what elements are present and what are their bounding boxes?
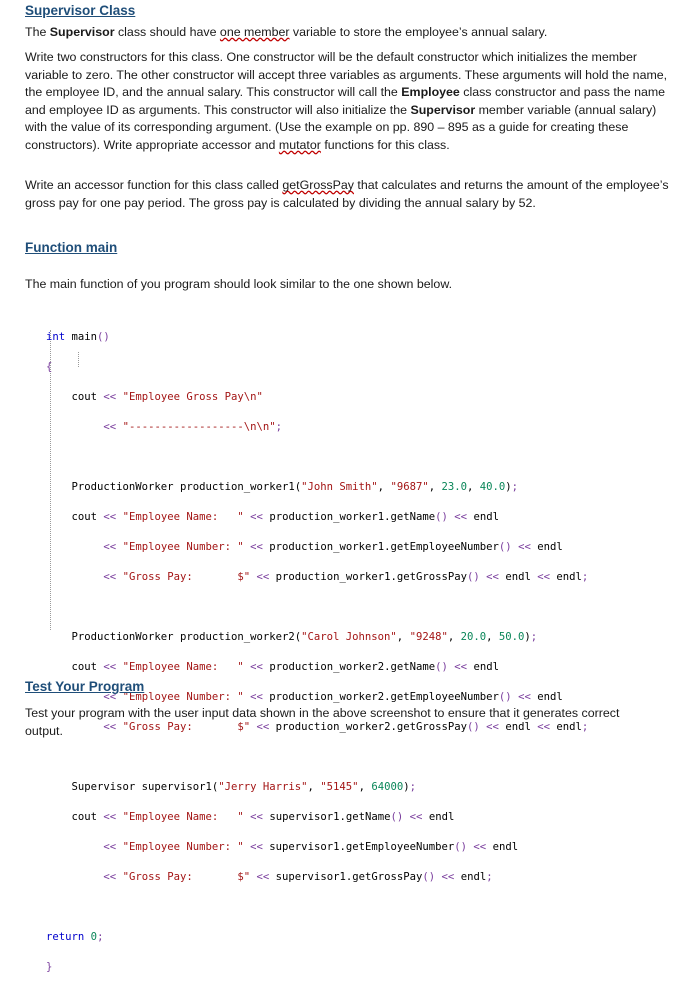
code-token: endl: [473, 661, 499, 673]
code-token: <<: [537, 721, 550, 733]
code-token: production_worker2.getEmployeeNumber: [269, 691, 499, 703]
code-token: <<: [103, 511, 117, 523]
code-token: endl: [492, 841, 519, 853]
code-token: endl: [556, 721, 582, 733]
code-token: <<: [256, 721, 270, 733]
code-token: production_worker2.getGrossPay: [275, 721, 468, 733]
code-token: ;: [530, 631, 538, 643]
code-token: endl: [428, 811, 455, 823]
code-token: <<: [103, 811, 117, 823]
code-token: endl: [505, 571, 531, 583]
code-token: cout: [71, 511, 98, 523]
code-token: 0: [90, 931, 98, 943]
code-token: "9248": [409, 631, 448, 643]
code-token: "Carol Johnson": [301, 631, 397, 643]
code-token: <<: [103, 421, 117, 433]
text-run: class should have: [114, 25, 220, 39]
test-program-text: Test your program with the user input data shown in the above screenshot to ensure that it generates correct output.: [25, 706, 620, 738]
code-token: (): [467, 571, 480, 583]
code-token: <<: [518, 541, 531, 553]
code-token: <<: [409, 811, 423, 823]
code-token: production_worker1.getName: [269, 511, 436, 523]
code-token: cout: [71, 391, 98, 403]
text-run: member variable (annual salary) with the value of its corresponding argument. (Use the example on pp. 890 – 895 as a guide for creating these constructors). Write appropriate accessor and: [25, 102, 657, 152]
code-token: return: [46, 931, 85, 943]
code-token: "Employee Name: ": [122, 661, 244, 673]
code-token: (): [498, 541, 512, 553]
code-token: "Gross Pay: $": [122, 571, 251, 583]
code-token: <<: [486, 721, 499, 733]
bold-term: Employee: [401, 85, 460, 100]
code-token: supervisor1.getEmployeeNumber: [269, 841, 455, 853]
spellcheck-flagged-text: getGrossPay: [282, 178, 354, 192]
code-token: endl: [473, 511, 499, 523]
code-token: <<: [103, 691, 117, 703]
code-token: "------------------\n\n": [122, 421, 276, 433]
code-token: <<: [250, 541, 263, 553]
code-token: <<: [250, 811, 263, 823]
text-run: class constructor and pass the name and employee ID as arguments. This constructor will also initialize the: [25, 85, 666, 117]
code-token: ProductionWorker production_worker1(: [71, 481, 302, 493]
code-token: endl: [556, 571, 582, 583]
code-token: 50.0: [498, 631, 525, 643]
code-token: "Gross Pay: $": [122, 721, 251, 733]
code-token: <<: [103, 871, 117, 883]
text-run: variable to store the employee’s annual salary.: [289, 25, 548, 39]
code-token: production_worker1.getGrossPay: [275, 571, 468, 583]
code-token: (): [467, 721, 480, 733]
code-token: <<: [103, 541, 117, 553]
code-token: ProductionWorker production_worker2(: [71, 631, 302, 643]
text-run: Write two constructors for this class. One constructor will be the default constructor which initializes the member variable to zero. The other constructor will accept three variables as arguments. These arguments will hold the name, the employee ID, and the annual salary. This constructor will call the: [25, 50, 668, 100]
code-token: <<: [441, 871, 455, 883]
code-token: production_worker1.getEmployeeNumber: [269, 541, 499, 553]
spellcheck-flagged-text: mutator: [278, 137, 321, 152]
code-token: <<: [454, 661, 468, 673]
test-program-heading: Test Your Program: [25, 679, 145, 694]
code-token: <<: [473, 841, 487, 853]
code-token: 20.0: [460, 631, 487, 643]
code-token: Supervisor supervisor1(: [71, 781, 219, 793]
code-token: "Employee Number: ": [122, 691, 244, 703]
code-token: endl: [460, 871, 487, 883]
code-token: ;: [581, 721, 589, 733]
code-token: production_worker2.getName: [269, 661, 436, 673]
code-token: endl: [537, 541, 563, 553]
function-main-intro: The main function of you program should look similar to the one shown below.: [25, 277, 453, 291]
code-token: cout: [71, 661, 98, 673]
code-token: endl: [537, 691, 563, 703]
supervisor-paragraph-2: [25, 49, 670, 155]
text-run: that calculates and returns the amount of the employee’s gross pay for one pay period. The gross pay is calculated by dividing the annual salary by 52.: [25, 178, 669, 210]
code-token: <<: [256, 871, 270, 883]
code-token: <<: [103, 391, 117, 403]
code-token: (): [435, 661, 448, 673]
code-token: "Employee Name: ": [122, 511, 244, 523]
code-token: "Jerry Harris": [218, 781, 308, 793]
code-token: "Employee Number: ": [122, 841, 244, 853]
code-token: 23.0: [441, 481, 467, 493]
code-token: ;: [275, 421, 283, 433]
code-token: }: [46, 961, 53, 973]
code-token: "9687": [390, 481, 429, 493]
text-run: Write an accessor function for this class called: [25, 178, 283, 192]
code-token: "Employee Number: ": [122, 541, 244, 553]
code-token: (): [390, 811, 404, 823]
spellcheck-flagged-text: one member: [219, 25, 290, 39]
code-token: cout: [71, 811, 98, 823]
function-main-heading: Function main: [25, 240, 118, 255]
code-token: endl: [505, 721, 531, 733]
code-token: supervisor1.getName: [269, 811, 391, 823]
code-token: ;: [581, 571, 589, 583]
code-token: <<: [256, 571, 270, 583]
code-token: <<: [103, 841, 117, 853]
supervisor-class-heading: Supervisor Class: [25, 3, 136, 18]
code-token: <<: [103, 571, 117, 583]
code-block: int main() { cout << "Employee Gross Pay\n" << "------------------\n\n"; ProductionWorker production_worker1("John Smith", "9687", 23.0, 40.0); cout << "Employee Name: " << production_worker1.getName() << endl << "Employee Number: " << production_worker1.getEmployeeNumber() << endl << "Gross Pay: $" << production_worker1.getGrossPay() << endl << endl; ProductionWorker production_worker2("Carol Johnson", "9248", 20.0, 50.0); cout << "Employee Name: " << production_worker2.getName() << endl << "Employee Number: " << production_worker2.getEmployeeNumber() << endl << "Gross Pay: $" << production_worker2.getGrossPay() << endl << endl; Supervisor supervisor1("Jerry Harris", "5145", 64000); cout << "Employee Name: " << supervisor1.getName() << endl << "Employee Number: " << supervisor1.getEmployeeNumber() << endl << "Gross Pay: $" << supervisor1.getGrossPay() << endl; return 0; }: [46, 331, 589, 973]
code-token: "Gross Pay: $": [122, 871, 251, 883]
code-token: <<: [250, 511, 263, 523]
code-token: (): [97, 331, 110, 343]
code-token: (): [435, 511, 448, 523]
code-token: (): [422, 871, 436, 883]
code-token: "John Smith": [301, 481, 378, 493]
code-token: ;: [486, 871, 493, 883]
code-token: "Employee Name: ": [122, 811, 244, 823]
code-token: 40.0: [479, 481, 506, 493]
code-token: supervisor1.getGrossPay: [275, 871, 423, 883]
supervisor-paragraph-3: [25, 177, 670, 212]
code-token: <<: [486, 571, 499, 583]
bold-term: Supervisor: [410, 102, 476, 117]
code-token: ;: [97, 931, 104, 943]
code-token: <<: [103, 721, 117, 733]
code-token: <<: [454, 511, 468, 523]
code-token: "5145": [320, 781, 359, 793]
code-token: <<: [103, 661, 117, 673]
code-token: int: [46, 331, 66, 343]
bold-term: Supervisor: [49, 25, 115, 39]
code-token: main: [65, 331, 98, 343]
code-token: (): [498, 691, 512, 703]
code-token: 64000: [371, 781, 404, 793]
code-token: ;: [511, 481, 519, 493]
code-token: ;: [409, 781, 416, 793]
code-token: <<: [250, 691, 263, 703]
supervisor-paragraph-1: [25, 24, 670, 42]
text-run: functions for this class.: [320, 137, 450, 152]
code-token: <<: [518, 691, 531, 703]
text-run: The: [25, 25, 50, 39]
code-token: <<: [250, 841, 263, 853]
code-token: <<: [537, 571, 550, 583]
code-token: (): [454, 841, 468, 853]
code-token: {: [46, 361, 53, 373]
code-token: "Employee Gross Pay\n": [122, 391, 263, 403]
code-token: <<: [250, 661, 263, 673]
